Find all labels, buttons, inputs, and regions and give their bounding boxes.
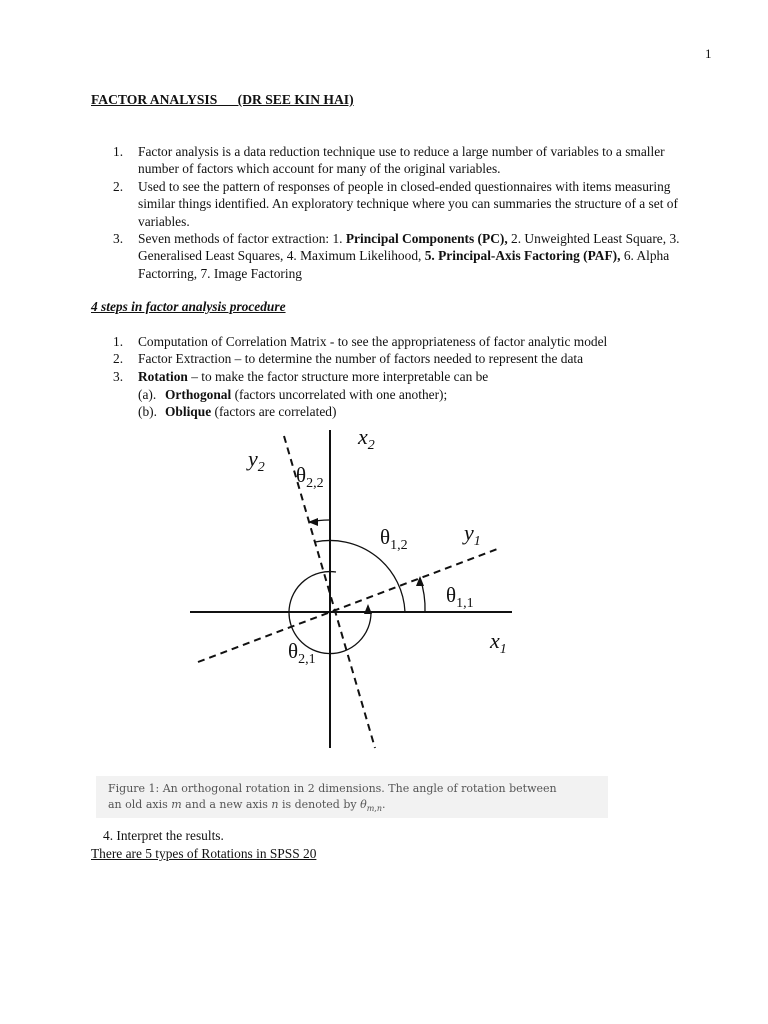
list-item	[91, 368, 691, 385]
methods-mid: 2. Unweighted Least Square, 3. Generalised Least Squares, 4. Maximum Likelihood,	[138, 231, 680, 264]
list-item	[91, 143, 691, 178]
rotation-type-orthogonal	[138, 386, 447, 403]
steps-heading: 4 steps in factor analysis procedure	[91, 299, 286, 314]
intro-list	[91, 143, 691, 282]
label-y1: $y_1$	[464, 520, 481, 549]
sub-item-letter: (a).	[138, 387, 157, 402]
caption-line-1: Figure 1: An orthogonal rotation in 2 dimensions. The angle of rotation between	[108, 782, 557, 795]
page-number: 1	[705, 46, 712, 61]
rotation-label: Rotation	[138, 368, 188, 384]
methods-suffix: 6. Alpha Factorring, 7. Image Factoring	[138, 248, 670, 281]
figure-caption	[108, 781, 608, 817]
method-paf: 5. Principal-Axis Factoring (PAF),	[424, 248, 621, 264]
list-item	[91, 333, 691, 350]
label-theta-22: $\theta_{2,2}$	[296, 463, 324, 491]
methods-prefix: Seven methods of factor extraction: 1.	[138, 231, 346, 247]
item-number: 2.	[113, 178, 124, 194]
method-pc: Principal Components (PC),	[345, 231, 508, 247]
item-number: 3.	[113, 231, 124, 247]
item-text: Factor Extraction – to determine the number of factors needed to represent the data	[138, 351, 584, 367]
list-item	[91, 230, 691, 282]
document-title: FACTOR ANALYSIS (DR SEE KIN HAI)	[91, 92, 354, 107]
item-text: Factor analysis is a data reduction technique use to reduce a large number of variables to a smaller number of factors which account for many of the original variables.	[138, 144, 665, 177]
rotation-diagram	[190, 426, 530, 756]
item-number: 2.	[113, 351, 124, 367]
sub-item-text: (factors uncorrelated with one another);	[231, 387, 448, 402]
list-item	[91, 350, 691, 367]
caption-line-2: an old axis m and a new axis n is denoted by $\theta_{m,n}$.	[108, 798, 386, 814]
label-y2: $y_2$	[248, 446, 265, 475]
item-text: – to make the factor structure more interpretable can be	[187, 368, 489, 384]
steps-list	[91, 333, 691, 385]
sub-item-bold: Oblique	[165, 404, 212, 419]
list-item	[91, 178, 691, 230]
label-theta-11: $\theta_{1,1}$	[446, 583, 474, 611]
label-x1: $x_1$	[490, 628, 507, 657]
step-4-text: 4. Interpret the results.	[103, 828, 224, 843]
sub-item-bold: Orthogonal	[165, 387, 232, 402]
label-x2: $x_2$	[358, 426, 375, 453]
arrowhead	[308, 518, 318, 526]
item-text: Computation of Correlation Matrix - to see the appropriateness of factor analytic model	[138, 334, 608, 349]
item-number: 3.	[113, 368, 124, 384]
label-theta-21: $\theta_{2,1}$	[288, 639, 316, 667]
rotations-note: There are 5 types of Rotations in SPSS 20	[91, 846, 317, 861]
rotation-type-oblique	[138, 403, 336, 420]
sub-item-letter: (b).	[138, 404, 157, 419]
item-number: 1.	[113, 334, 124, 349]
item-text: Used to see the pattern of responses of people in closed-ended questionnaires with items measuring similar things identified. An exploratory technique where you can summaries the structure of a set of variables.	[138, 178, 678, 229]
item-number: 1.	[113, 144, 124, 159]
arrowhead	[364, 604, 372, 614]
sub-item-text: (factors are correlated)	[211, 404, 337, 419]
label-theta-12: $\theta_{1,2}$	[380, 525, 408, 553]
